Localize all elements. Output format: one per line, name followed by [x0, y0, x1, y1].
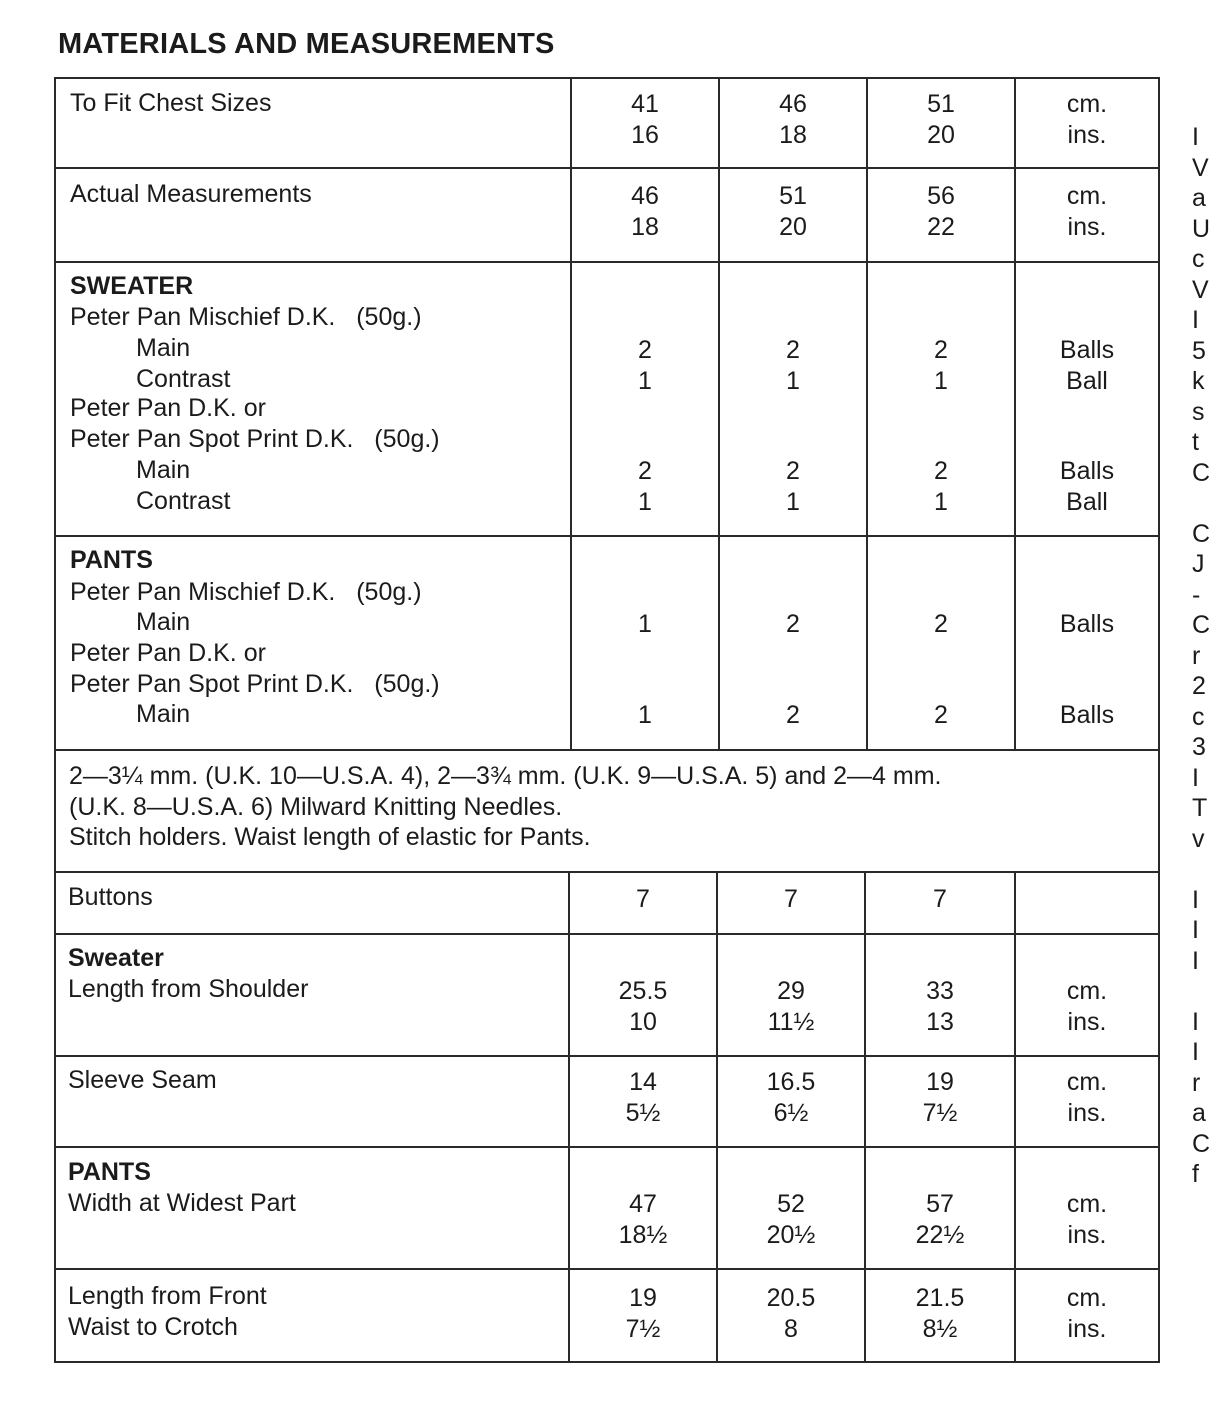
sweater-yarn1-col1: 2 1 — [638, 336, 652, 395]
chest-size-unit: cm. ins. — [1066, 90, 1108, 149]
pants-main2-label: Main — [136, 700, 191, 728]
pants-yarn2-col3: 2 — [934, 701, 948, 729]
actual-measurements-unit: cm. ins. — [1066, 182, 1108, 241]
pants-yarn2-col2: 2 — [786, 701, 800, 729]
row-divider — [54, 535, 1160, 537]
pants-heading: PANTS — [70, 546, 153, 574]
pants-yarn1-col1: 1 — [638, 610, 652, 638]
table-border-left — [54, 77, 56, 1363]
sweater-yarn2-col1: 2 1 — [638, 457, 652, 516]
column-divider — [866, 77, 868, 750]
sweater-yarn2-line1: Peter Pan D.K. or — [70, 394, 266, 422]
sleeve-seam-col2: 16.5 6½ — [766, 1068, 816, 1127]
pants-length-col3: 21.5 8½ — [915, 1284, 965, 1343]
pants-yarn1-col2: 2 — [786, 610, 800, 638]
buttons-col2: 7 — [784, 885, 798, 913]
pants-width-col2: 52 20½ — [766, 1190, 816, 1249]
sweater-length-heading: Sweater — [68, 944, 164, 972]
sweater-length-unit: cm. ins. — [1066, 977, 1108, 1036]
column-divider — [718, 77, 720, 750]
sweater-main2-label: Main — [136, 456, 191, 484]
page-title: MATERIALS AND MEASUREMENTS — [58, 28, 555, 60]
sweater-yarn2-col3: 2 1 — [934, 457, 948, 516]
buttons-label: Buttons — [68, 883, 153, 911]
chest-size-label: To Fit Chest Sizes — [70, 89, 272, 117]
sweater-yarn1-col3: 2 1 — [934, 336, 948, 395]
actual-measurements-label: Actual Measurements — [70, 180, 312, 208]
sweater-contrast-label: Contrast — [136, 365, 231, 393]
chest-size-col2: 46 18 — [779, 90, 807, 149]
row-divider — [54, 1268, 1160, 1270]
row-divider — [54, 749, 1160, 751]
pants-yarn1-unit: Balls — [1059, 610, 1115, 638]
sweater-yarn1-unit: Balls Ball — [1059, 336, 1115, 395]
adjacent-page-text-clip: I V a U c V I 5 k s t C C J - C r 2 c 3 I T v I I I I I r a C f — [1192, 123, 1211, 1188]
pants-width-col1: 47 18½ — [618, 1190, 668, 1249]
pants-width-col3: 57 22½ — [915, 1190, 965, 1249]
sweater-yarn2-unit: Balls Ball — [1059, 457, 1115, 516]
column-divider — [570, 77, 572, 750]
chest-size-col1: 41 16 — [631, 90, 659, 149]
pants-yarn2-unit: Balls — [1059, 701, 1115, 729]
row-divider — [54, 1055, 1160, 1057]
chest-size-col3: 51 20 — [927, 90, 955, 149]
column-divider — [1014, 77, 1016, 750]
pants-yarn1-line: Peter Pan Mischief D.K. (50g.) — [70, 578, 422, 606]
sweater-contrast2-label: Contrast — [136, 487, 231, 515]
pants-width-label: Width at Widest Part — [68, 1189, 296, 1217]
actual-measurements-col3: 56 22 — [927, 182, 955, 241]
pants-width-unit: cm. ins. — [1066, 1190, 1108, 1249]
pants-main-label: Main — [136, 608, 191, 636]
actual-measurements-col1: 46 18 — [631, 182, 659, 241]
sweater-main-label: Main — [136, 334, 191, 362]
sweater-yarn2-col2: 2 1 — [786, 457, 800, 516]
pants-yarn2-col1: 1 — [638, 701, 652, 729]
sleeve-seam-unit: cm. ins. — [1066, 1068, 1108, 1127]
sweater-yarn1-line: Peter Pan Mischief D.K. (50g.) — [70, 303, 422, 331]
sleeve-seam-col3: 19 7½ — [922, 1068, 958, 1127]
table-border-right — [1158, 77, 1160, 1363]
pants-length-col2: 20.5 8 — [766, 1284, 816, 1343]
needles-text: 2—3¼ mm. (U.K. 10—U.S.A. 4), 2—3¾ mm. (U.K. 9—U.S.A. 5) and 2—4 mm. (U.K. 8—U.S.A. 6) Milward Knitting Needles. Stitch holders. Waist length of elastic for Pants. — [69, 762, 942, 851]
pants-yarn2-line2: Peter Pan Spot Print D.K. (50g.) — [70, 670, 440, 698]
sweater-length-col2: 29 11½ — [767, 977, 815, 1036]
pants-length-col1: 19 7½ — [625, 1284, 661, 1343]
actual-measurements-col2: 51 20 — [779, 182, 807, 241]
sleeve-seam-col1: 14 5½ — [625, 1068, 661, 1127]
sweater-length-col1: 25.5 10 — [618, 977, 668, 1036]
buttons-col3: 7 — [933, 885, 947, 913]
sweater-length-label: Length from Shoulder — [68, 975, 309, 1003]
row-divider — [54, 871, 1160, 873]
table-border-bottom — [54, 1361, 1160, 1363]
row-divider — [54, 261, 1160, 263]
buttons-col1: 7 — [636, 885, 650, 913]
sweater-yarn1-col2: 2 1 — [786, 336, 800, 395]
pants-width-heading: PANTS — [68, 1158, 151, 1186]
sweater-heading: SWEATER — [70, 272, 194, 300]
pants-length-unit: cm. ins. — [1066, 1284, 1108, 1343]
pants-yarn1-col3: 2 — [934, 610, 948, 638]
materials-table — [54, 77, 1160, 1363]
row-divider — [54, 167, 1160, 169]
row-divider — [54, 1146, 1160, 1148]
sleeve-seam-label: Sleeve Seam — [68, 1066, 217, 1094]
pants-length-label: Length from Front Waist to Crotch — [68, 1282, 267, 1341]
pants-yarn2-line1: Peter Pan D.K. or — [70, 639, 266, 667]
sweater-length-col3: 33 13 — [926, 977, 954, 1036]
sweater-yarn2-line2: Peter Pan Spot Print D.K. (50g.) — [70, 425, 440, 453]
table-border-top — [54, 77, 1160, 79]
row-divider — [54, 933, 1160, 935]
